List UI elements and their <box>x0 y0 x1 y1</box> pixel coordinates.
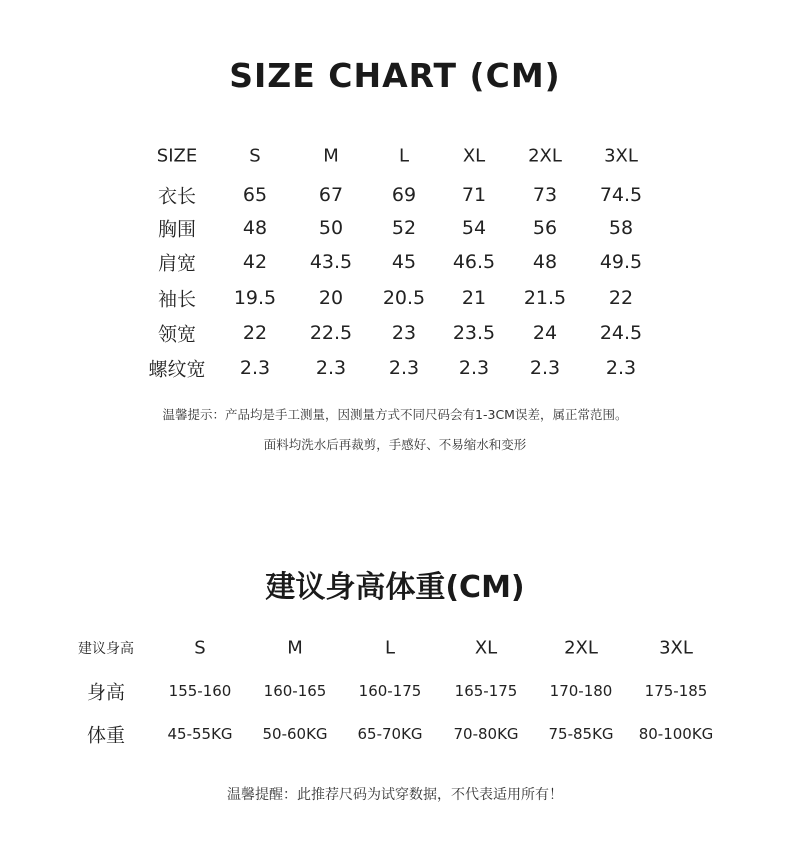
table-cell: 2.3 <box>388 357 420 379</box>
table-header-cell: 3XL <box>659 637 693 659</box>
table-cell: 22 <box>608 287 634 309</box>
table-row-label: 螺纹宽 <box>148 358 206 381</box>
table-cell: 155-160 <box>168 682 232 700</box>
table-cell: 70-80KG <box>453 725 519 743</box>
table-cell: 48 <box>532 251 558 273</box>
table-cell: 2.3 <box>315 357 347 379</box>
table-cell: 22 <box>242 322 268 344</box>
table-cell: 21 <box>461 287 487 309</box>
table-header-cell: L <box>384 637 396 659</box>
table-header-cell: M <box>287 637 303 659</box>
table-cell: 165-175 <box>454 682 518 700</box>
table-cell: 2.3 <box>239 357 271 379</box>
table-row-label: 袖长 <box>157 288 197 311</box>
table-cell: 52 <box>391 217 417 239</box>
table-cell: 65-70KG <box>357 725 423 743</box>
table-cell: 24 <box>532 322 558 344</box>
table-cell: 43.5 <box>309 251 353 273</box>
recommend-title: 建议身高体重(CM) <box>265 570 525 605</box>
recommend-note: 温馨提醒：此推荐尺码为试穿数据，不代表适用所有！ <box>227 787 563 803</box>
size-chart-title: SIZE CHART (CM) <box>229 56 561 95</box>
table-cell: 54 <box>461 217 487 239</box>
table-cell: 56 <box>532 217 558 239</box>
table-cell: 80-100KG <box>638 725 714 743</box>
table-row-label: 胸围 <box>157 218 197 241</box>
table-cell: 65 <box>242 184 268 206</box>
table-header-cell: XL <box>474 637 498 659</box>
table-cell: 42 <box>242 251 268 273</box>
table-row-label: 体重 <box>86 724 126 747</box>
table-cell: 23.5 <box>452 322 496 344</box>
table-header-cell: 2XL <box>564 637 598 659</box>
table-cell: 175-185 <box>644 682 708 700</box>
table-cell: 2.3 <box>529 357 561 379</box>
table-cell: 20.5 <box>382 287 426 309</box>
measurement-note: 温馨提示：产品均是手工测量，因测量方式不同尺码会有1-3CM误差，属正常范围。 <box>162 407 628 422</box>
table-cell: 71 <box>461 184 487 206</box>
table-header-cell: SIZE <box>156 145 198 167</box>
fabric-note: 面料均洗水后再裁剪，手感好、不易缩水和变形 <box>263 437 527 452</box>
table-row-label: 领宽 <box>157 323 197 346</box>
table-cell: 67 <box>318 184 344 206</box>
table-header-cell: 建议身高 <box>78 641 134 657</box>
table-cell: 160-175 <box>358 682 422 700</box>
table-header-cell: 2XL <box>528 145 562 167</box>
table-header-cell: 3XL <box>604 145 638 167</box>
table-cell: 45 <box>391 251 417 273</box>
table-cell: 75-85KG <box>548 725 614 743</box>
table-header-cell: XL <box>462 145 486 167</box>
table-header-cell: L <box>398 145 410 167</box>
table-cell: 46.5 <box>452 251 496 273</box>
table-cell: 48 <box>242 217 268 239</box>
table-cell: 20 <box>318 287 344 309</box>
table-header-cell: S <box>249 145 261 167</box>
table-cell: 22.5 <box>309 322 353 344</box>
table-cell: 50 <box>318 217 344 239</box>
table-cell: 170-180 <box>549 682 613 700</box>
table-cell: 50-60KG <box>262 725 328 743</box>
table-cell: 23 <box>391 322 417 344</box>
table-cell: 58 <box>608 217 634 239</box>
table-cell: 74.5 <box>599 184 643 206</box>
table-cell: 2.3 <box>458 357 490 379</box>
table-row-label: 身高 <box>86 681 126 704</box>
table-cell: 19.5 <box>233 287 277 309</box>
table-cell: 45-55KG <box>167 725 233 743</box>
table-cell: 21.5 <box>523 287 567 309</box>
table-row-label: 肩宽 <box>157 252 197 275</box>
table-cell: 73 <box>532 184 558 206</box>
table-cell: 49.5 <box>599 251 643 273</box>
table-cell: 2.3 <box>605 357 637 379</box>
table-cell: 69 <box>391 184 417 206</box>
table-header-cell: S <box>194 637 206 659</box>
table-header-cell: M <box>323 145 339 167</box>
table-cell: 160-165 <box>263 682 327 700</box>
table-row-label: 衣长 <box>157 185 197 208</box>
table-cell: 24.5 <box>599 322 643 344</box>
